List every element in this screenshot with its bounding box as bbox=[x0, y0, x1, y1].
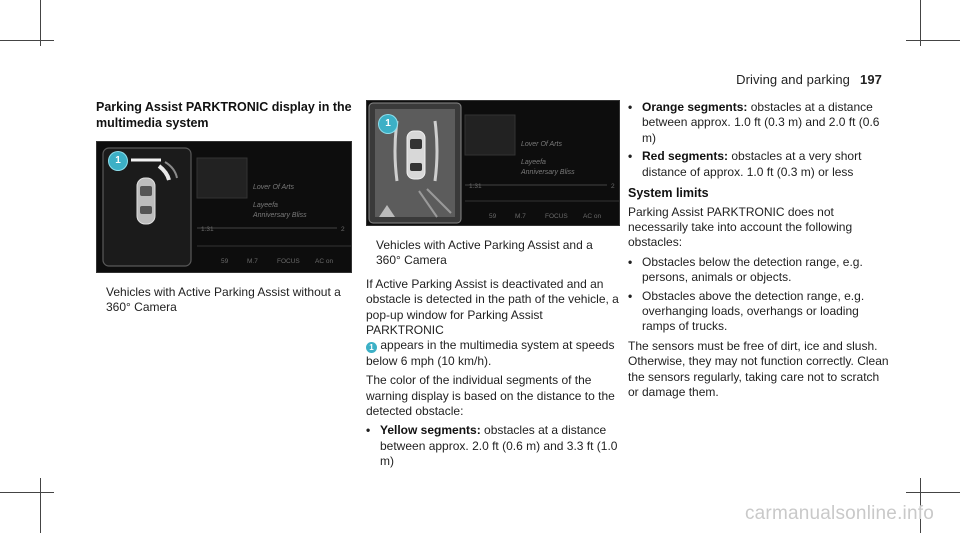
screen-graphic bbox=[97, 142, 351, 272]
status-item: FOCUS bbox=[545, 213, 568, 220]
callout-1-icon: 1 bbox=[379, 115, 397, 133]
callout-1-icon: 1 bbox=[366, 342, 377, 353]
item-text: obstacles at a distance between approx. 1.0 ft (0.3 m) and 2.0 ft (0.6 m) bbox=[642, 100, 880, 145]
paragraph: The color of the individual segments of the warning display is based on the distance to the detected obstacle: bbox=[366, 373, 615, 419]
list-item bbox=[628, 100, 890, 146]
item-text: obstacles at a very short distance of approx. 1.0 ft (0.3 m) or less bbox=[642, 149, 862, 179]
list-item bbox=[628, 149, 890, 180]
artist: Layeefa bbox=[253, 202, 278, 209]
image-caption: Vehicles with Active Parking Assist and a 360° Camera bbox=[376, 238, 593, 268]
paragraph-text: If Active Parking Assist is deactivated and an obstacle is detected in the path of the vehicle, a pop-up window for Parking Assist PARKTRONIC bbox=[366, 276, 619, 338]
item-label: Yellow segments: bbox=[380, 423, 481, 438]
column-left bbox=[96, 100, 352, 316]
segment-list bbox=[366, 423, 620, 469]
bullet-icon: • bbox=[628, 100, 633, 114]
list-item bbox=[628, 289, 890, 335]
callout-1-icon: 1 bbox=[109, 152, 127, 170]
status-item: 59 bbox=[221, 258, 229, 265]
status-item: AC on bbox=[315, 258, 334, 265]
item-label: Red segments: bbox=[642, 149, 729, 164]
item-label: Orange segments: bbox=[642, 100, 748, 114]
paragraph: The sensors must be free of dirt, ice and slush. Otherwise, they may not function correctly. Clean the sensors regularly, taking care not to scratch or damage them. bbox=[628, 338, 889, 399]
crop-mark bbox=[906, 492, 960, 493]
time-end: 2 bbox=[611, 183, 615, 190]
status-item: M.7 bbox=[515, 213, 526, 220]
column-middle bbox=[366, 100, 620, 474]
item-text: Obstacles below the detection range, e.g. persons, animals or objects. bbox=[642, 254, 863, 285]
parktronic-display-image bbox=[96, 141, 352, 273]
bullet-icon: • bbox=[366, 423, 371, 438]
status-item: FOCUS bbox=[277, 258, 300, 265]
album: Anniversary Bliss bbox=[521, 169, 575, 176]
column-right bbox=[628, 100, 890, 404]
item-text: obstacles at a distance between approx. 2.0 ft (0.6 m) and 3.3 ft (1.0 m) bbox=[380, 423, 618, 469]
screen-graphic bbox=[367, 101, 619, 225]
bullet-icon: • bbox=[628, 288, 633, 303]
parktronic-360-display-image bbox=[366, 100, 620, 226]
section-title: Driving and parking bbox=[736, 72, 850, 87]
running-header bbox=[736, 72, 882, 87]
bullet-icon: • bbox=[628, 149, 633, 164]
crop-mark bbox=[906, 40, 960, 41]
segment-list bbox=[628, 100, 890, 180]
time-elapsed: 1:31 bbox=[201, 226, 214, 233]
paragraph: Parking Assist PARKTRONIC does not necessarily take into account the following obstacles: bbox=[628, 204, 853, 250]
time-end: 2 bbox=[341, 226, 345, 233]
crop-mark bbox=[40, 478, 41, 533]
song-title: Lover Of Arts bbox=[521, 141, 562, 148]
status-item: AC on bbox=[583, 213, 602, 220]
bullet-icon: • bbox=[628, 254, 633, 269]
limits-list bbox=[628, 255, 890, 335]
section-heading: System limits bbox=[628, 186, 709, 201]
time-elapsed: 1:31 bbox=[469, 183, 482, 190]
album: Anniversary Bliss bbox=[253, 212, 307, 219]
image-caption: Vehicles with Active Parking Assist without a 360° Camera bbox=[106, 285, 341, 315]
crop-mark bbox=[0, 40, 54, 41]
watermark: carmanualsonline.info bbox=[744, 503, 934, 524]
paragraph-text: appears in the multimedia system at speeds below 6 mph (10 km/h). bbox=[366, 338, 615, 368]
paragraph bbox=[366, 277, 620, 369]
item-text: Obstacles above the detection range, e.g. overhanging loads, overhangs or loading ramps of trucks. bbox=[642, 288, 865, 334]
crop-mark bbox=[0, 492, 54, 493]
status-item: 59 bbox=[489, 213, 497, 220]
section-heading: Parking Assist PARKTRONIC display in the multimedia system bbox=[96, 100, 352, 130]
list-item bbox=[628, 255, 890, 286]
list-item bbox=[366, 423, 620, 469]
artist: Layeefa bbox=[521, 159, 546, 166]
status-item: M.7 bbox=[247, 258, 258, 265]
song-title: Lover Of Arts bbox=[253, 184, 294, 191]
page-number: 197 bbox=[860, 72, 882, 87]
